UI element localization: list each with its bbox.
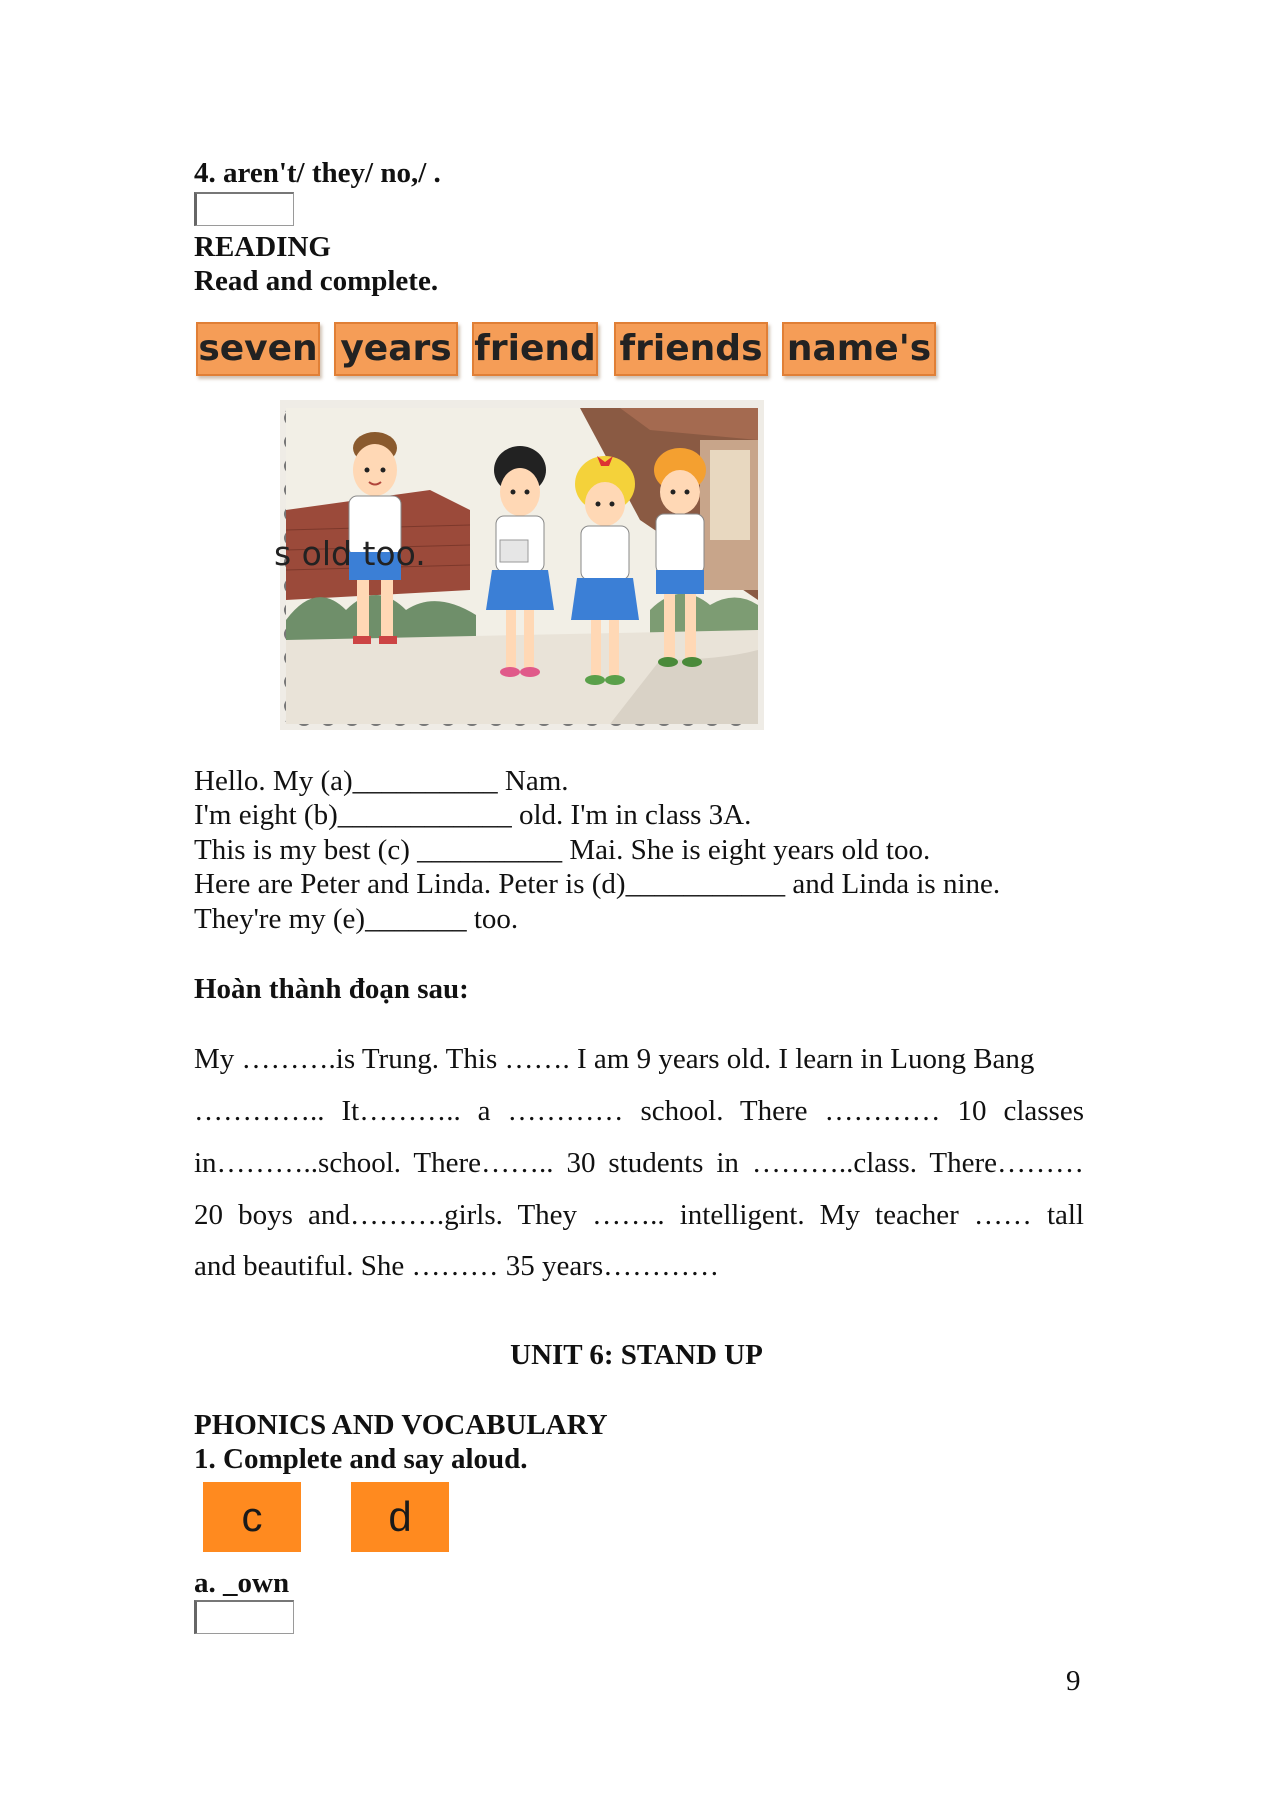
- item-a-prompt: a. _own: [194, 1567, 290, 1599]
- word-bank-item: seven: [196, 322, 320, 376]
- answer-input-a[interactable]: [194, 1600, 294, 1634]
- reading-sentence: Here are Peter and Linda. Peter is (d)___________ and Linda is nine.: [194, 868, 1001, 900]
- word-bank-item: name's: [782, 322, 936, 376]
- passage-line: My ……….is Trung. This ……. I am 9 years old. I learn in Luong Bang: [194, 1043, 1035, 1075]
- passage-line: 20 boys and……….girls. They …….. intelligent. My teacher …… tall: [194, 1199, 1084, 1231]
- letter-card-c: c: [203, 1482, 301, 1552]
- passage-line: ………….. It……….. a ………… school. There ………… 10 classes: [194, 1095, 1084, 1127]
- reading-sentence: I'm eight (b)____________ old. I'm in class 3A.: [194, 799, 752, 831]
- word-bank-item: friend: [472, 322, 598, 376]
- page-number: 9: [1066, 1665, 1081, 1697]
- reading-sentence: This is my best (c) __________ Mai. She is eight years old too.: [194, 834, 931, 866]
- reading-sentence: Hello. My (a)__________ Nam.: [194, 765, 569, 797]
- children-illustration: [274, 400, 764, 730]
- passage-line: in………..school. There…….. 30 students in ………..class. There………: [194, 1147, 1084, 1179]
- exercise-1-instruction: 1. Complete and say aloud.: [194, 1443, 528, 1475]
- reading-sentence: They're my (e)_______ too.: [194, 903, 519, 935]
- reading-heading: READING: [194, 231, 331, 263]
- unit-title: UNIT 6: STAND UP: [510, 1339, 763, 1371]
- passage-heading: Hoàn thành đoạn sau:: [194, 973, 469, 1005]
- phonics-heading: PHONICS AND VOCABULARY: [194, 1409, 608, 1441]
- word-bank-item: friends: [614, 322, 768, 376]
- answer-input-4[interactable]: [194, 192, 294, 226]
- overlay-text: s old too.: [274, 534, 426, 573]
- reading-instruction: Read and complete.: [194, 265, 439, 297]
- word-bank-item: years: [334, 322, 458, 376]
- exercise-4-prompt: 4. aren't/ they/ no,/ .: [194, 157, 441, 189]
- passage-line: and beautiful. She ……… 35 years…………: [194, 1250, 720, 1282]
- letter-card-d: d: [351, 1482, 449, 1552]
